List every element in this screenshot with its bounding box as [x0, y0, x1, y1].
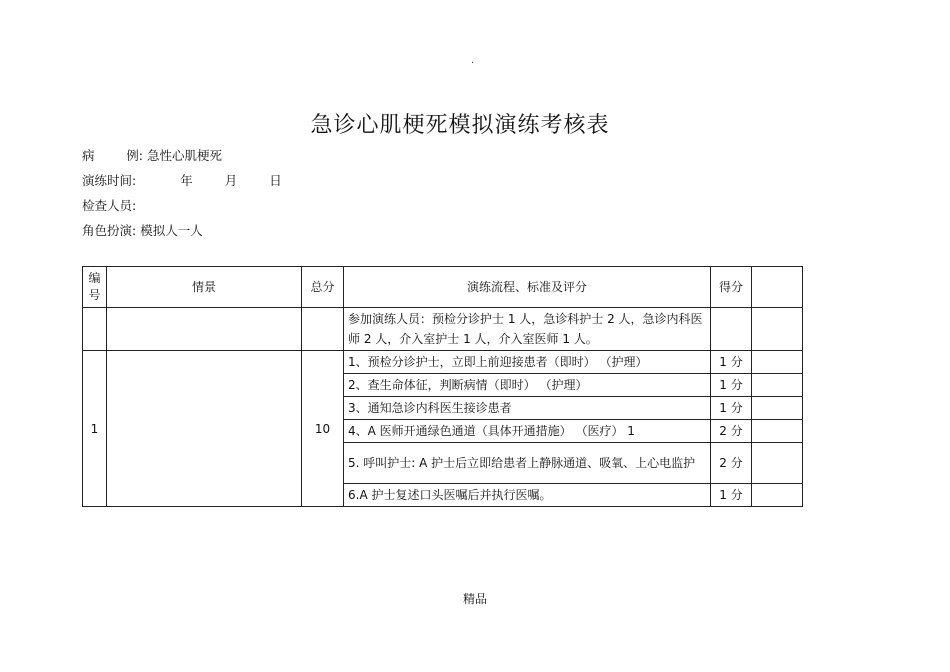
role-label: 角色扮演: — [82, 223, 137, 238]
year-label: 年 — [180, 173, 193, 188]
participants-points-cell — [711, 308, 752, 351]
step-score — [752, 484, 803, 507]
page-dot: . — [471, 55, 475, 66]
inspector-label: 检查人员: — [82, 198, 137, 213]
role-value: 模拟人一人 — [140, 223, 203, 238]
group-num: 1 — [83, 351, 107, 507]
step-text: 3、通知急诊内科医生接诊患者 — [344, 397, 711, 420]
step-score — [752, 374, 803, 397]
time-line — [82, 171, 282, 189]
time-label: 演练时间: — [82, 173, 137, 188]
header-total: 总分 — [302, 267, 344, 308]
step-points: 1 分 — [711, 374, 752, 397]
case-value: 急性心肌梗死 — [146, 148, 222, 163]
group-total: 10 — [302, 351, 344, 507]
step-text: 5. 呼叫护士: A 护士后立即给患者上静脉通道、吸氧、上心电监护 — [344, 443, 711, 484]
participants-row — [83, 308, 803, 351]
inspector-line — [82, 196, 136, 214]
group-scene — [107, 351, 302, 507]
day-label: 日 — [269, 173, 282, 188]
participants-total-cell — [302, 308, 344, 351]
header-process: 演练流程、标准及评分 — [344, 267, 711, 308]
step-points: 1 分 — [711, 397, 752, 420]
step-text: 4、A 医师开通绿色通道（具体开通措施） （医疗） 1 — [344, 420, 711, 443]
case-line — [82, 146, 222, 164]
header-num: 编号 — [83, 267, 107, 308]
month-label: 月 — [224, 173, 238, 188]
step-text: 1、预检分诊护士，立即上前迎接患者（即时） （护理） — [344, 351, 711, 374]
step-points: 2 分 — [711, 420, 752, 443]
participants-score-cell — [752, 308, 803, 351]
header-score: 得分 — [711, 267, 752, 308]
footer-text: 精品 — [462, 592, 487, 606]
header-scene: 情景 — [107, 267, 302, 308]
step-score — [752, 420, 803, 443]
step-score — [752, 397, 803, 420]
role-line — [82, 221, 203, 239]
participants-text: 参加演练人员：预检分诊护士 1 人，急诊科护士 2 人，急诊内科医师 2 人，介入室护士 1 人，介入室医师 1 人。 — [344, 308, 711, 351]
participants-scene-cell — [107, 308, 302, 351]
step-points: 2 分 — [711, 443, 752, 484]
page-title: 急诊心肌梗死模拟演练考核表 — [310, 113, 610, 138]
step-score — [752, 351, 803, 374]
step-score — [752, 443, 803, 484]
header-blank — [752, 267, 803, 308]
step-points: 1 分 — [711, 351, 752, 374]
step-text: 6.A 护士复述口头医嘱后并执行医嘱。 — [344, 484, 711, 507]
step-points: 1 分 — [711, 484, 752, 507]
step-text: 2、查生命体征，判断病情（即时） （护理） — [344, 374, 711, 397]
case-label: 病 例: — [82, 148, 143, 163]
assessment-table — [82, 266, 803, 507]
table-header-row — [83, 267, 803, 308]
participants-num-cell — [83, 308, 107, 351]
table-row — [83, 351, 803, 374]
